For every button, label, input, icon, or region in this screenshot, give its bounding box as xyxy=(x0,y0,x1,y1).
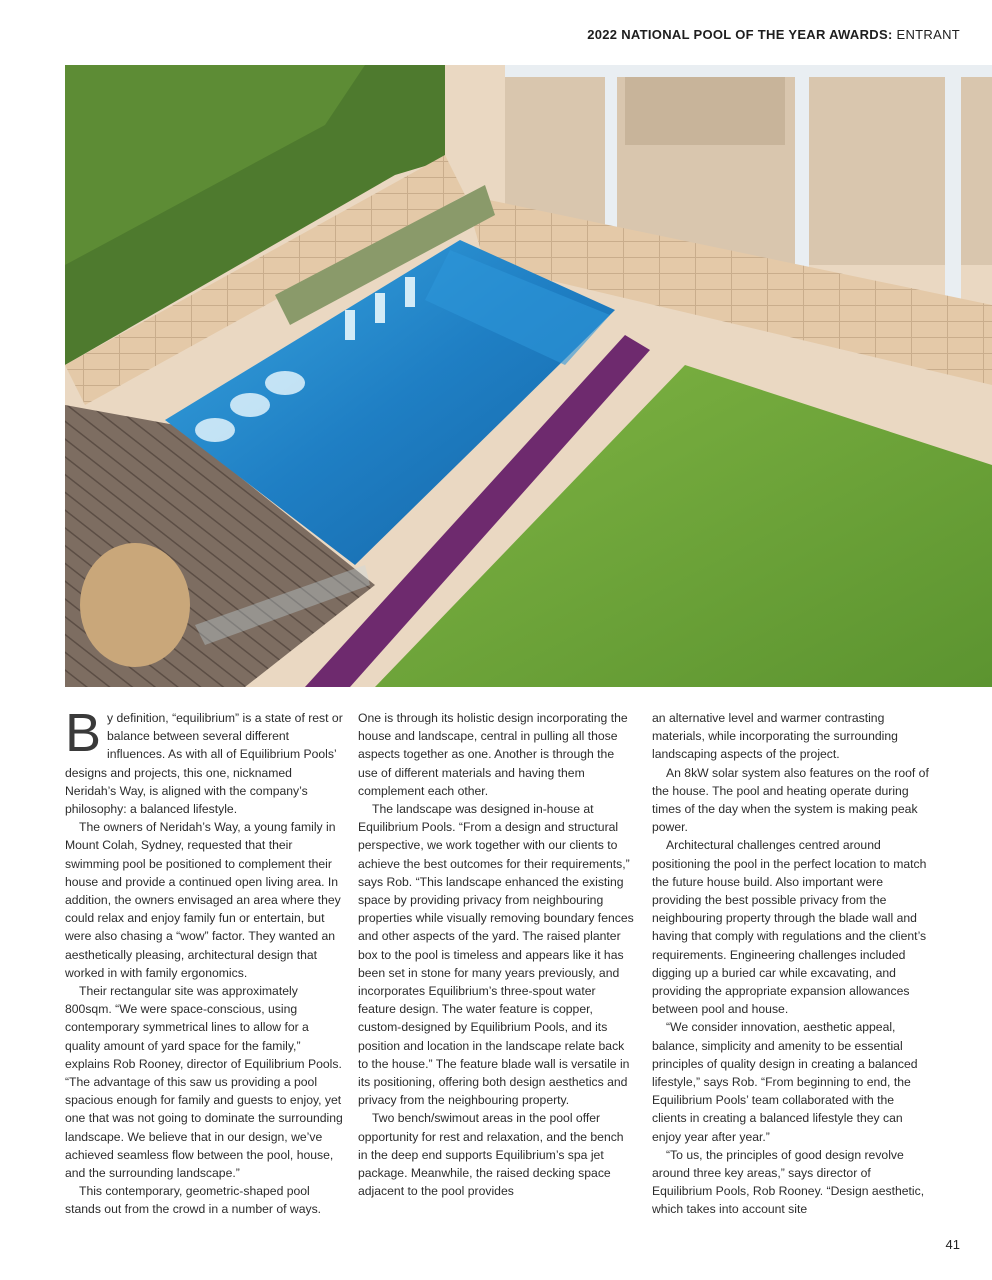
paragraph-text: y definition, “equilibrium” is a state of rest or balance between several different influences. As with all of Equilibrium Pools’ designs and projects, this one, nicknamed Neridah’s Way, is aligned with the company’s philosophy: a balanced lifestyle. xyxy=(65,711,343,817)
article-paragraph: The owners of Neridah’s Way, a young family in Mount Colah, Sydney, requested that their swimming pool be positioned to complement their house and provide a continued open living area. In addition, the owners envisaged an area where they could relax and enjoy family fun or entertain, but were also chasing a “wow” factor. They wanted an aesthetically pleasing, architectural design that worked in with family ergonomics. xyxy=(65,820,341,980)
article-paragraph: One is through its holistic design incorporating the house and landscape, central in pulling all those aspects together as one. Another is through the use of different materials and having them complement each other. xyxy=(358,711,628,798)
page-number: 41 xyxy=(945,1237,960,1252)
article-paragraph: “To us, the principles of good design revolve around three key areas,” says director of Equilibrium Pools, Rob Rooney. “Design aesthetic, which takes into account site xyxy=(652,1147,925,1217)
article-column-1 xyxy=(65,703,343,1219)
page-header xyxy=(587,27,960,42)
article-paragraph: This contemporary, geometric-shaped pool stands out from the crowd in a number of ways. xyxy=(65,1184,322,1217)
drop-cap: B xyxy=(65,703,102,763)
article-paragraph: Architectural challenges centred around positioning the pool in the perfect location to match the future house build. Also important were providing the best possible privacy from the neighbouring property through the blade wall and having that comply with regulations and the client’s requirements. Engineering challenges included digging up a buried car while excavating, and providing the appropriate expansion allowances between pool and house. xyxy=(652,838,927,1017)
article-paragraph: The landscape was designed in-house at Equilibrium Pools. “From a design and structural perspective, we work together with our clients to achieve the best outcomes for their requirements,” says Rob. “This landscape enhanced the existing space by providing privacy from neighbouring properties while visually removing boundary fences and other aspects of the yard. The raised planter box to the pool is timeless and appears like it has been set in stone for many years previously, and incorporates Equilibrium’s three-spout water feature design. The water feature is copper, custom-designed by Equilibrium Pools, and its position and location in the landscape relate back to the house.” The feature blade wall is versatile in its positioning, offering both design aesthetics and privacy from the neighbouring property. xyxy=(358,802,634,1108)
pool-illustration xyxy=(65,65,992,687)
article-paragraph: Two bench/swimout areas in the pool offer opportunity for rest and relaxation, and the bench in the deep end supports Equilibrium’s spa jet package. Meanwhile, the raised decking space adjacent to the pool provides xyxy=(358,1111,624,1199)
article-column-2 xyxy=(358,709,636,1200)
article-column-3 xyxy=(652,709,930,1219)
article-paragraph xyxy=(65,703,343,818)
article-paragraph: “We consider innovation, aesthetic appeal, balance, simplicity and amenity to be essential principles of quality design in creating a balanced lifestyle,” says Rob. “From beginning to end, the Equilibrium Pools’ team collaborated with the clients in creating a balanced lifestyle they can enjoy year after year.” xyxy=(652,1020,918,1144)
pool-aerial-photo xyxy=(65,65,992,687)
header-subtitle: ENTRANT xyxy=(892,27,960,42)
header-title: 2022 NATIONAL POOL OF THE YEAR AWARDS: xyxy=(587,27,893,42)
article-paragraph: An 8kW solar system also features on the roof of the house. The pool and heating operate during times of the day when the system is making peak power. xyxy=(652,765,929,835)
article-paragraph: an alternative level and warmer contrasting materials, while incorporating the surrounding landscaping aspects of the project. xyxy=(652,711,898,762)
round-rug xyxy=(80,543,190,667)
article-paragraph: Their rectangular site was approximately 800sqm. “We were space-conscious, using contemporary symmetrical lines to allow for a quality amount of yard space for the family,” explains Rob Rooney, director of Equilibrium Pools. “The advantage of this saw us providing a pool spacious enough for family and guests to enjoy, yet one that was not going to dominate the surrounding landscape. We believe that in our design, we’ve achieved seamless flow between the pool, house, and the surrounding landscape.” xyxy=(65,984,343,1181)
